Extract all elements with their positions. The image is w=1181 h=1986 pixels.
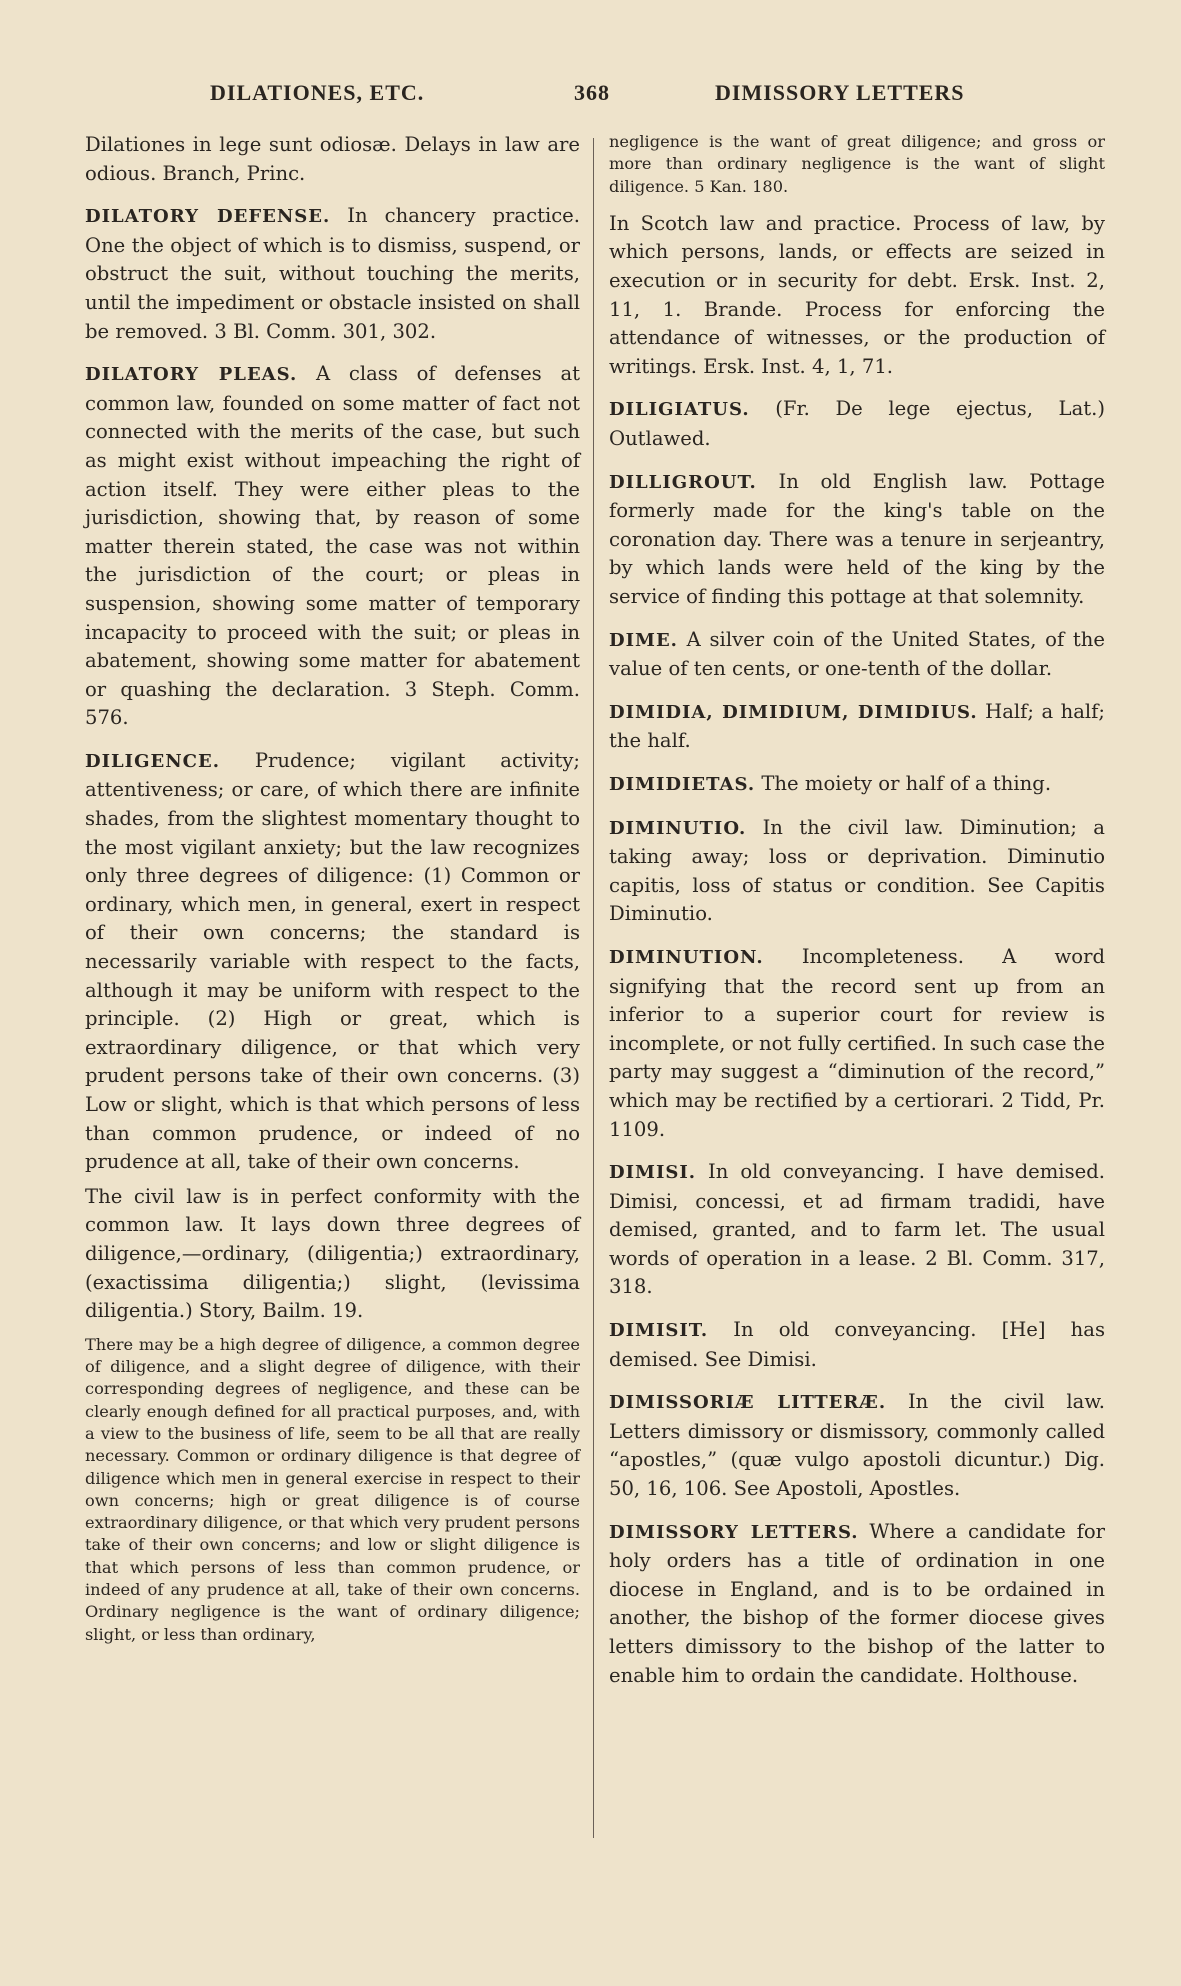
running-header	[0, 80, 1181, 114]
entry-headword: DIMINUTIO.	[609, 817, 747, 839]
left-column	[85, 131, 580, 1646]
entry-text: Dilationes in lege sunt odiosæ. Delays in law are odious. Branch, Princ.	[85, 133, 580, 185]
entry-diligiatus	[609, 395, 1105, 453]
entry-diminutio	[609, 814, 1105, 929]
entry-headword: DILIGIATUS.	[609, 399, 750, 421]
entry-diligence-civil-law	[85, 1183, 580, 1326]
entry-headword: DIMIDIETAS.	[609, 773, 756, 795]
entry-text: Where a candidate for holy orders has a title of ordination in one diocese in England, and is to be ordained in another, the bishop of the former diocese gives letters dimissory to the bishop of the latter to enable him to ordain the candidate. Holthouse.	[609, 1519, 1106, 1687]
entry-headword: DILATORY PLEAS.	[85, 364, 298, 386]
entry-dilationes	[85, 131, 580, 188]
entry-diminution	[609, 943, 1105, 1144]
entry-text: Half; a half; the half.	[609, 699, 1106, 753]
entry-dimisi	[609, 1158, 1105, 1302]
entry-dimissoriae-litterae	[609, 1388, 1105, 1503]
entry-text: In chancery practice. One the object of which is to dismiss, suspend, or obstruct the suit, without touching the merits, until the impediment or obstacle insisted on shall be removed. 3 Bl. Comm. 301, 302.	[85, 204, 581, 343]
entry-headword: DIMISIT.	[609, 1320, 709, 1342]
footnote-diligence: There may be a high degree of diligence, a common degree of diligence, and a slight degree of diligence, with their corresponding degrees of negligence, and these can be clearly enough defined for all practical purposes, and, with a view to the business of life, seem to be all that are really necessary. Common or ordinary diligence is that degree of diligence which men in general exercise in respect to their own concerns; high or great diligence is of course extraordinary diligence, or that which very prudent persons take of their own concerns; and low or slight diligence is that which persons of less than common prudence, or indeed of any prudence at all, take of their own concerns. Ordinary negligence is the want of ordinary diligence; slight, or less than ordinary,	[85, 1334, 580, 1644]
entry-text: In Scotch law and practice. Process of law, by which persons, lands, or effects are seized in execution or in security for debt. Ersk. Inst. 2, 11, 1. Brande. Process for enforcing the attendance of witnesses, or the production of writings. Ersk. Inst. 4, 1, 71.	[609, 211, 1105, 378]
entry-dilatory-defense	[85, 202, 580, 346]
entry-text: In old English law. Pottage formerly made for the king's table on the coronation day. There was a tenure in serjeantry, by which lands were held of the king by the service of finding this pottage at that solemnity.	[609, 469, 1105, 609]
page-number: 368	[574, 80, 610, 105]
entry-text: In the civil law. Diminution; a taking away; loss or deprivation. Diminutio capitis, loss of status or condition. See Capitis Diminutio.	[609, 815, 1105, 926]
entry-headword: DIME.	[609, 629, 678, 651]
entry-dimidia	[609, 698, 1105, 756]
column-divider	[593, 138, 594, 1838]
entry-headword: DILIGENCE.	[85, 750, 220, 772]
entry-dimidietas	[609, 770, 1105, 800]
header-left-guide-word: DILATIONES, ETC.	[210, 80, 425, 105]
entry-dimissory-letters	[609, 1518, 1105, 1691]
entry-headword: DIMISI.	[609, 1162, 697, 1184]
entry-text: The civil law is in perfect conformity with the common law. It lays down three degrees of diligence,—ordinary, (diligentia;) extraordinary, (exactissima diligentia;) slight, (levissima diligentia.) Story, Bailm. 19.	[85, 1184, 580, 1323]
entry-text: Incompleteness. A word signifying that the record sent up from an inferior to a superior court for review is incomplete, or not fully certified. In such case the party may suggest a “diminution of the record,” which may be rectified by a certiorari. 2 Tidd, Pr. 1109.	[609, 944, 1105, 1141]
entry-dilatory-pleas	[85, 360, 580, 733]
entry-text: A class of defenses at common law, founded on some matter of fact not connected with the merits of the case, but such as might exist without impeaching the right of action itself. They were either pleas to the jurisdiction, showing that, by reason of some matter therein stated, the case was not within the jurisdiction of the court; or pleas in suspension, showing some matter of temporary incapacity to proceed with the suit; or pleas in abatement, showing some matter for abatement or quashing the declaration. 3 Steph. Comm. 576.	[85, 362, 580, 730]
footnote-continued: negligence is the want of great diligence; and gross or more than ordinary negligence is the want of slight diligence. 5 Kan. 180.	[609, 132, 1105, 196]
entry-text: (Fr. De lege ejectus, Lat.) Outlawed.	[609, 397, 1105, 451]
entry-diligence	[85, 747, 580, 1177]
entry-headword: DIMISSORY LETTERS.	[609, 1521, 859, 1543]
entry-dimisit	[609, 1316, 1105, 1374]
header-right-guide-word: DIMISSORY LETTERS	[715, 80, 965, 105]
entry-text: Prudence; vigilant activity; attentiveness; or care, of which there are infinite shades, from the slightest momentary thought to the most vigilant anxiety; but the law recognizes only three degrees of diligence: (1) Common or ordinary, which men, in general, exert in respect of their own concerns; the standard is necessarily variable with respect to the facts, although it may be uniform with respect to the principle. (2) High or great, which is extraordinary diligence, or that which very prudent persons take of their own concerns. (3) Low or slight, which is that which persons of less than common prudence, or indeed of no prudence at all, take of their own concerns.	[85, 748, 580, 1174]
entry-headword: DILLIGROUT.	[609, 471, 757, 493]
entry-text: In the civil law. Letters dimissory or dismissory, commonly called “apostles,” (quæ vulgo apostoli dicuntur.) Dig. 50, 16, 106. See Apostoli, Apostles.	[609, 1390, 1106, 1501]
entry-headword: DILATORY DEFENSE.	[85, 206, 331, 228]
entry-dilligrout	[609, 468, 1105, 612]
entry-text: The moiety or half of a thing.	[761, 771, 1052, 795]
entry-text: In old conveyancing. I have demised. Dimisi, concessi, et ad firmam tradidi, have demised, granted, and to farm let. The usual words of operation in a lease. 2 Bl. Comm. 317, 318.	[609, 1160, 1105, 1299]
entry-headword: DIMISSORIÆ LITTERÆ.	[609, 1392, 887, 1414]
entry-headword: DIMINUTION.	[609, 946, 764, 968]
entry-dime	[609, 626, 1105, 684]
entry-headword: DIMIDIA, DIMIDIUM, DIMIDIUS.	[609, 701, 978, 723]
entry-diligence-scotch	[609, 210, 1105, 382]
entry-text: A silver coin of the United States, of the value of ten cents, or one-tenth of the dollar.	[609, 627, 1106, 681]
right-column	[609, 131, 1105, 1704]
entry-text: In old conveyancing. [He] has demised. See Dimisi.	[609, 1318, 1105, 1371]
